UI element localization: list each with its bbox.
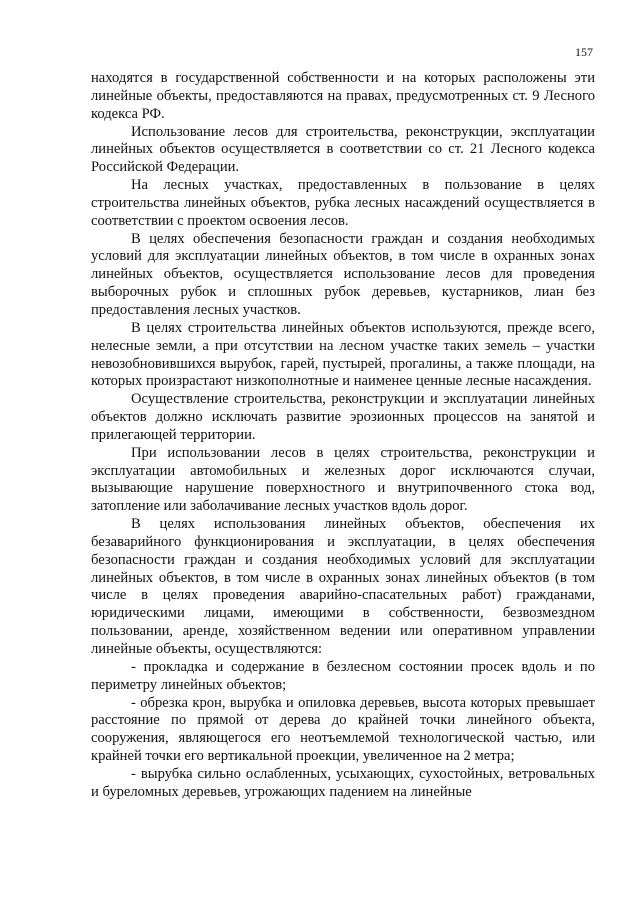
paragraph-2: Использование лесов для строительства, реконструкции, эксплуатации линейных объектов осуществляется в соответствии со ст. 21 Лесного кодекса Российской Федерации. bbox=[91, 123, 595, 176]
list-item-felling: - вырубка сильно ослабленных, усыхающих, сухостойных, ветровальных и буреломных деревьев, угрожающих падением на линейные bbox=[91, 765, 595, 800]
paragraph-1: находятся в государственной собственности и на которых расположены эти линейные объекты, предоставляются на правах, предусмотренных ст. 9 Лесного кодекса РФ. bbox=[91, 70, 595, 122]
paragraph-5: В целях строительства линейных объектов используются, прежде всего, нелесные земли, а при отсутствии на лесном участке таких земель – участки невозобновившихся вырубок, гарей, пустырей, прогалины, а также площади, на которых произрастают низкополнотные и наименее ценные лесные насаждения. bbox=[91, 319, 595, 390]
body-text bbox=[91, 70, 595, 802]
paragraph-3: На лесных участках, предоставленных в пользование в целях строительства линейных объектов, рубка лесных насаждений осуществляется в соответствии с проектом освоения лесов. bbox=[91, 177, 595, 229]
paragraph-4: В целях обеспечения безопасности граждан и создания необходимых условий для эксплуатации линейных объектов, в том числе в охранных зонах линейных объектов, осуществляется использование лесов для проведения выборочных рубок и сплошных рубок деревьев, кустарников, лиан без предоставления лесных участков. bbox=[91, 230, 595, 318]
list-item-clearing: - прокладка и содержание в безлесном состоянии просек вдоль и по периметру линейных объектов; bbox=[91, 658, 595, 693]
paragraph-6: Осуществление строительства, реконструкции и эксплуатации линейных объектов должно исключать развитие эрозионных процессов на занятой и прилегающей территории. bbox=[91, 391, 595, 443]
list-item-pruning: - обрезка крон, вырубка и опиловка деревьев, высота которых превышает расстояние по прямой от дерева до крайней точки линейного объекта, сооружения, являющегося его неотъемлемой технологической частью, или крайней точки его вертикальной проекции, увеличенное на 2 метра; bbox=[91, 694, 595, 765]
page-number: 157 bbox=[575, 45, 593, 59]
paragraph-8: В целях использования линейных объектов, обеспечения их безаварийного функционирования и эксплуатации, в целях обеспечения безопасности граждан и создания необходимых условий для эксплуатации линейных объектов, в том числе в охранных зонах линейных объектов (в том числе в целях проведения аварийно-спасательных работ) гражданами, юридическими лицами, имеющими в собственности, безвозмездном пользовании, аренде, хозяйственном ведении или оперативном управлении линейные объекты, осуществляются: bbox=[91, 516, 595, 657]
paragraph-7: При использовании лесов в целях строительства, реконструкции и эксплуатации автомобильных и железных дорог исключаются случаи, вызывающие нарушение поверхностного и внутрипочвенного стока вод, затопление или заболачивание лесных участков вдоль дорог. bbox=[91, 444, 595, 515]
